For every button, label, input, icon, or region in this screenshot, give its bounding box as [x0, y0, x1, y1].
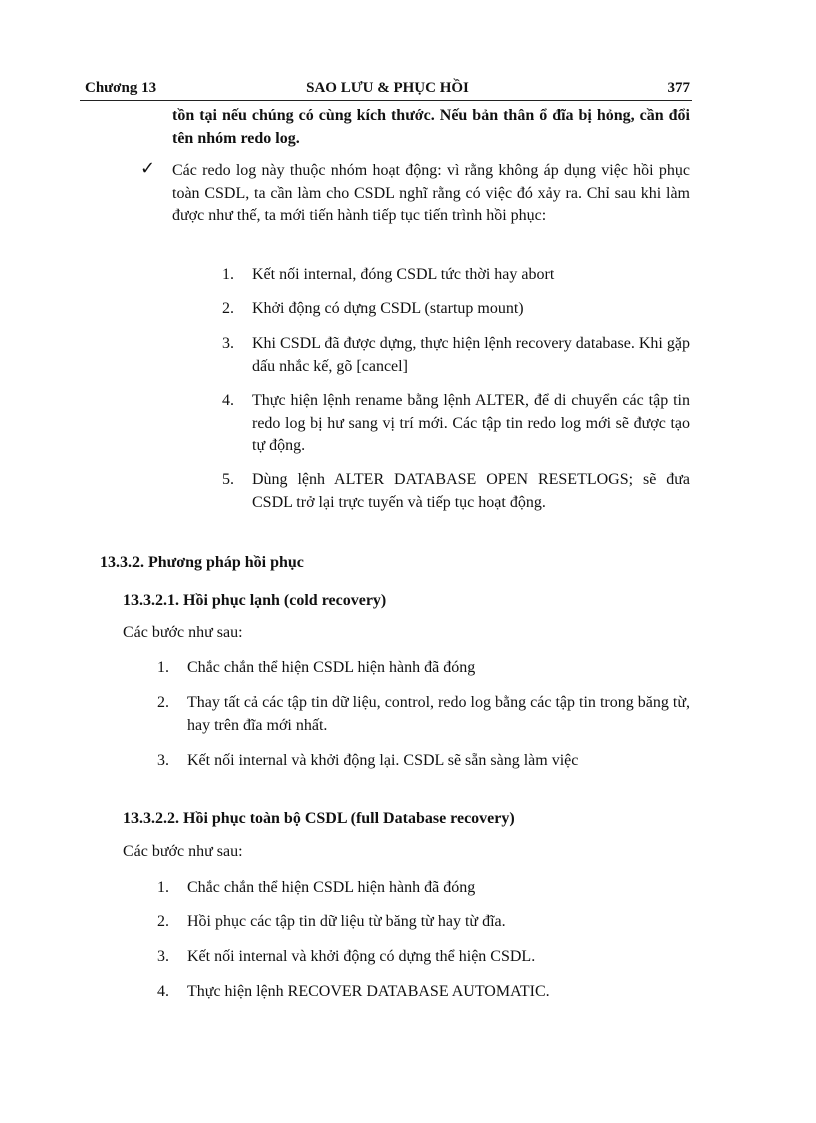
list-text: Chắc chắn thể hiện CSDL hiện hành đã đóng [187, 659, 476, 676]
list-number: 3. [157, 752, 169, 769]
intro-paragraph: tồn tại nếu chúng có cùng kích thước. Nếu bản thân ổ đĩa bị hỏng, cần đổi tên nhóm redo log. [172, 107, 690, 147]
chapter-title: SAO LƯU & PHỤC HỒI [306, 80, 469, 96]
list-text: Dùng lệnh ALTER DATABASE OPEN RESETLOGS; sẽ đưa CSDL trở lại trực tuyến và tiếp tục hoạt động. [252, 471, 690, 511]
list-text: Khởi động có dựng CSDL (startup mount) [252, 300, 524, 317]
list-number: 2. [157, 913, 169, 930]
subsection-heading-cold: 13.3.2.1. Hồi phục lạnh (cold recovery) [123, 592, 387, 609]
running-header [85, 80, 690, 102]
list-text: Khi CSDL đã được dựng, thực hiện lệnh recovery database. Khi gặp dấu nhắc kế, gõ [cancel] [252, 335, 690, 375]
list-text: Hồi phục các tập tin dữ liệu từ băng từ hay từ đĩa. [187, 913, 506, 930]
list-number: 2. [157, 694, 169, 711]
cold-intro: Các bước như sau: [123, 624, 243, 641]
list-text: Kết nối internal, đóng CSDL tức thời hay abort [252, 266, 555, 283]
subsection-heading-full: 13.3.2.2. Hồi phục toàn bộ CSDL (full Database recovery) [123, 810, 515, 827]
header-divider [80, 100, 692, 101]
section-heading: 13.3.2. Phương pháp hồi phục [100, 554, 304, 571]
bullet-paragraph: Các redo log này thuộc nhóm hoạt động: vì rằng không áp dụng việc hồi phục toàn CSDL, ta cần làm cho CSDL nghĩ rằng có việc đó xảy ra. Chỉ sau khi làm được như thế, ta mới tiến hành tiếp tục tiến trình hồi phục: [172, 162, 690, 224]
list-number: 4. [157, 983, 169, 1000]
list-number: 5. [222, 471, 234, 488]
list-number: 1. [222, 266, 234, 283]
list-number: 3. [222, 335, 234, 352]
list-text: Thực hiện lệnh rename bằng lệnh ALTER, để di chuyển các tập tin redo log bị hư sang vị trí mới. Các tập tin redo log mới sẽ được tạo tự động. [252, 392, 690, 454]
full-intro: Các bước như sau: [123, 843, 243, 860]
list-number: 2. [222, 300, 234, 317]
list-text: Kết nối internal và khởi động có dựng thể hiện CSDL. [187, 948, 536, 965]
list-text: Kết nối internal và khởi động lại. CSDL sẽ sẵn sàng làm việc [187, 752, 579, 769]
list-text: Thay tất cả các tập tin dữ liệu, control, redo log bằng các tập tin trong băng từ, hay trên đĩa mới nhất. [187, 694, 690, 734]
list-number: 1. [157, 879, 169, 896]
list-text: Thực hiện lệnh RECOVER DATABASE AUTOMATIC. [187, 983, 550, 1000]
checkmark-icon: ✓ [140, 158, 156, 179]
list-number: 4. [222, 392, 234, 409]
chapter-label: Chương 13 [85, 80, 157, 96]
page-number: 377 [667, 80, 690, 96]
list-number: 1. [157, 659, 169, 676]
list-text: Chắc chắn thể hiện CSDL hiện hành đã đóng [187, 879, 476, 896]
list-number: 3. [157, 948, 169, 965]
